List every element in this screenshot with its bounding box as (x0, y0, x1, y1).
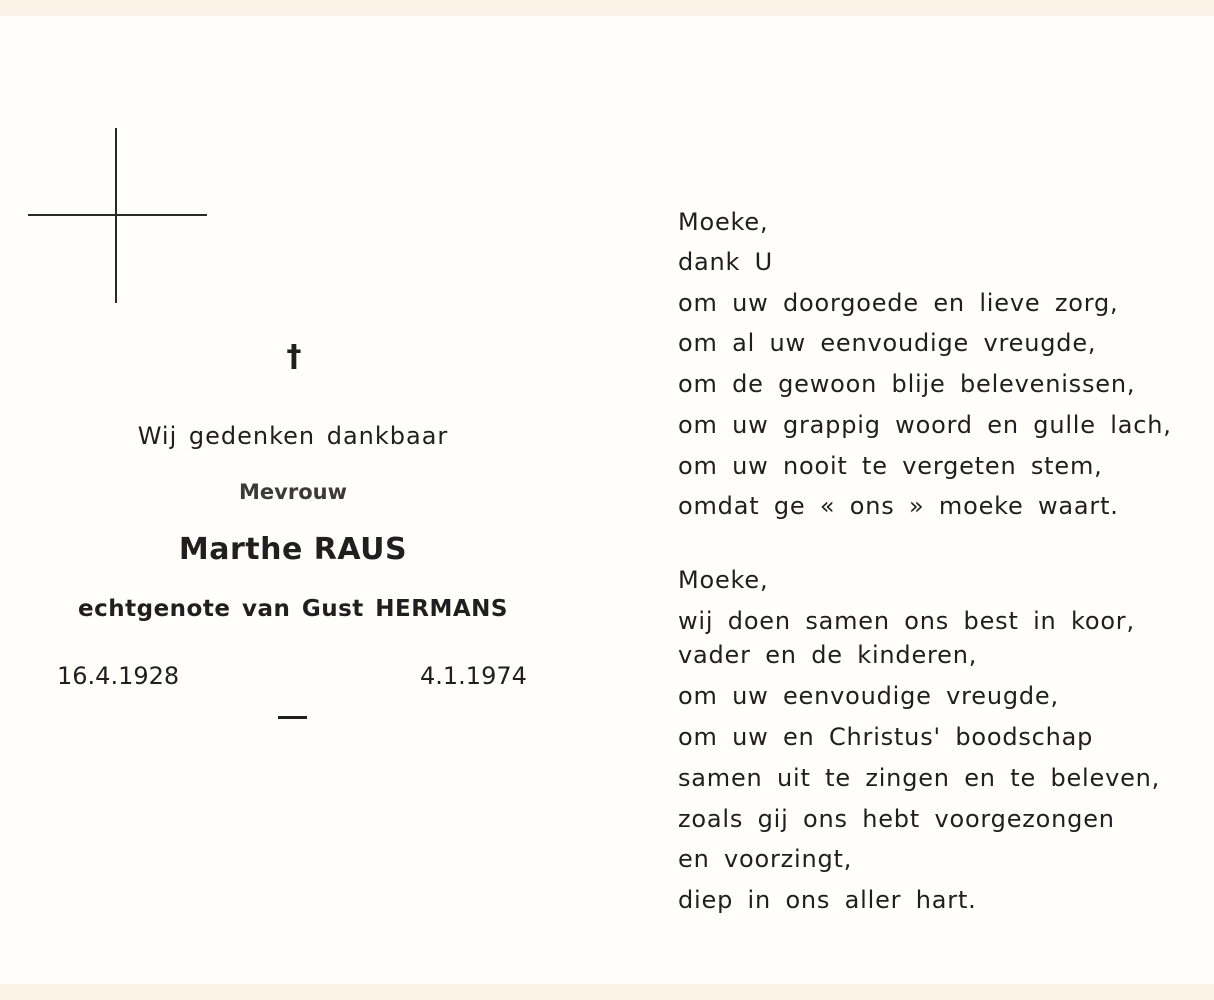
honorific: Mevrouw (239, 480, 347, 504)
poem-line: omdat ge « ons » moeke waart. (678, 492, 1119, 520)
poem-line: vader en de kinderen, (678, 641, 978, 669)
poem-line: om al uw eenvoudige vreugde, (678, 329, 1097, 357)
poem-line: om uw grappig woord en gulle lach, (678, 411, 1172, 439)
poem-line: en voorzingt, (678, 845, 853, 873)
memorial-card (0, 16, 1214, 984)
poem-line: om uw nooit te vergeten stem, (678, 452, 1103, 480)
poem-line: om uw doorgoede en lieve zorg, (678, 289, 1119, 317)
poem-line: diep in ons aller hart. (678, 886, 977, 914)
closing-dash (278, 716, 307, 719)
deceased-name: Marthe RAUS (178, 532, 408, 567)
poem-line: zoals gij ons hebt voorgezongen (678, 805, 1115, 833)
dagger-icon: † (286, 339, 302, 374)
birth-date: 16.4.1928 (57, 662, 180, 690)
death-date: 4.1.1974 (420, 662, 527, 690)
poem-line: om uw en Christus' boodschap (678, 723, 1094, 751)
cross-horizontal-bar (28, 214, 207, 216)
poem-line: dank U (678, 248, 774, 276)
poem-line: om uw eenvoudige vreugde, (678, 682, 1059, 710)
poem-line: Moeke, (678, 208, 769, 236)
poem-line: om de gewoon blije belevenissen, (678, 370, 1136, 398)
intro-text: Wij gedenken dankbaar (137, 422, 449, 450)
poem-line: Moeke, (678, 566, 769, 594)
poem-line: samen uit te zingen en te beleven, (678, 764, 1161, 792)
poem-line: wij doen samen ons best in koor, (678, 607, 1135, 635)
spouse-line: echtgenote van Gust HERMANS (78, 596, 508, 622)
